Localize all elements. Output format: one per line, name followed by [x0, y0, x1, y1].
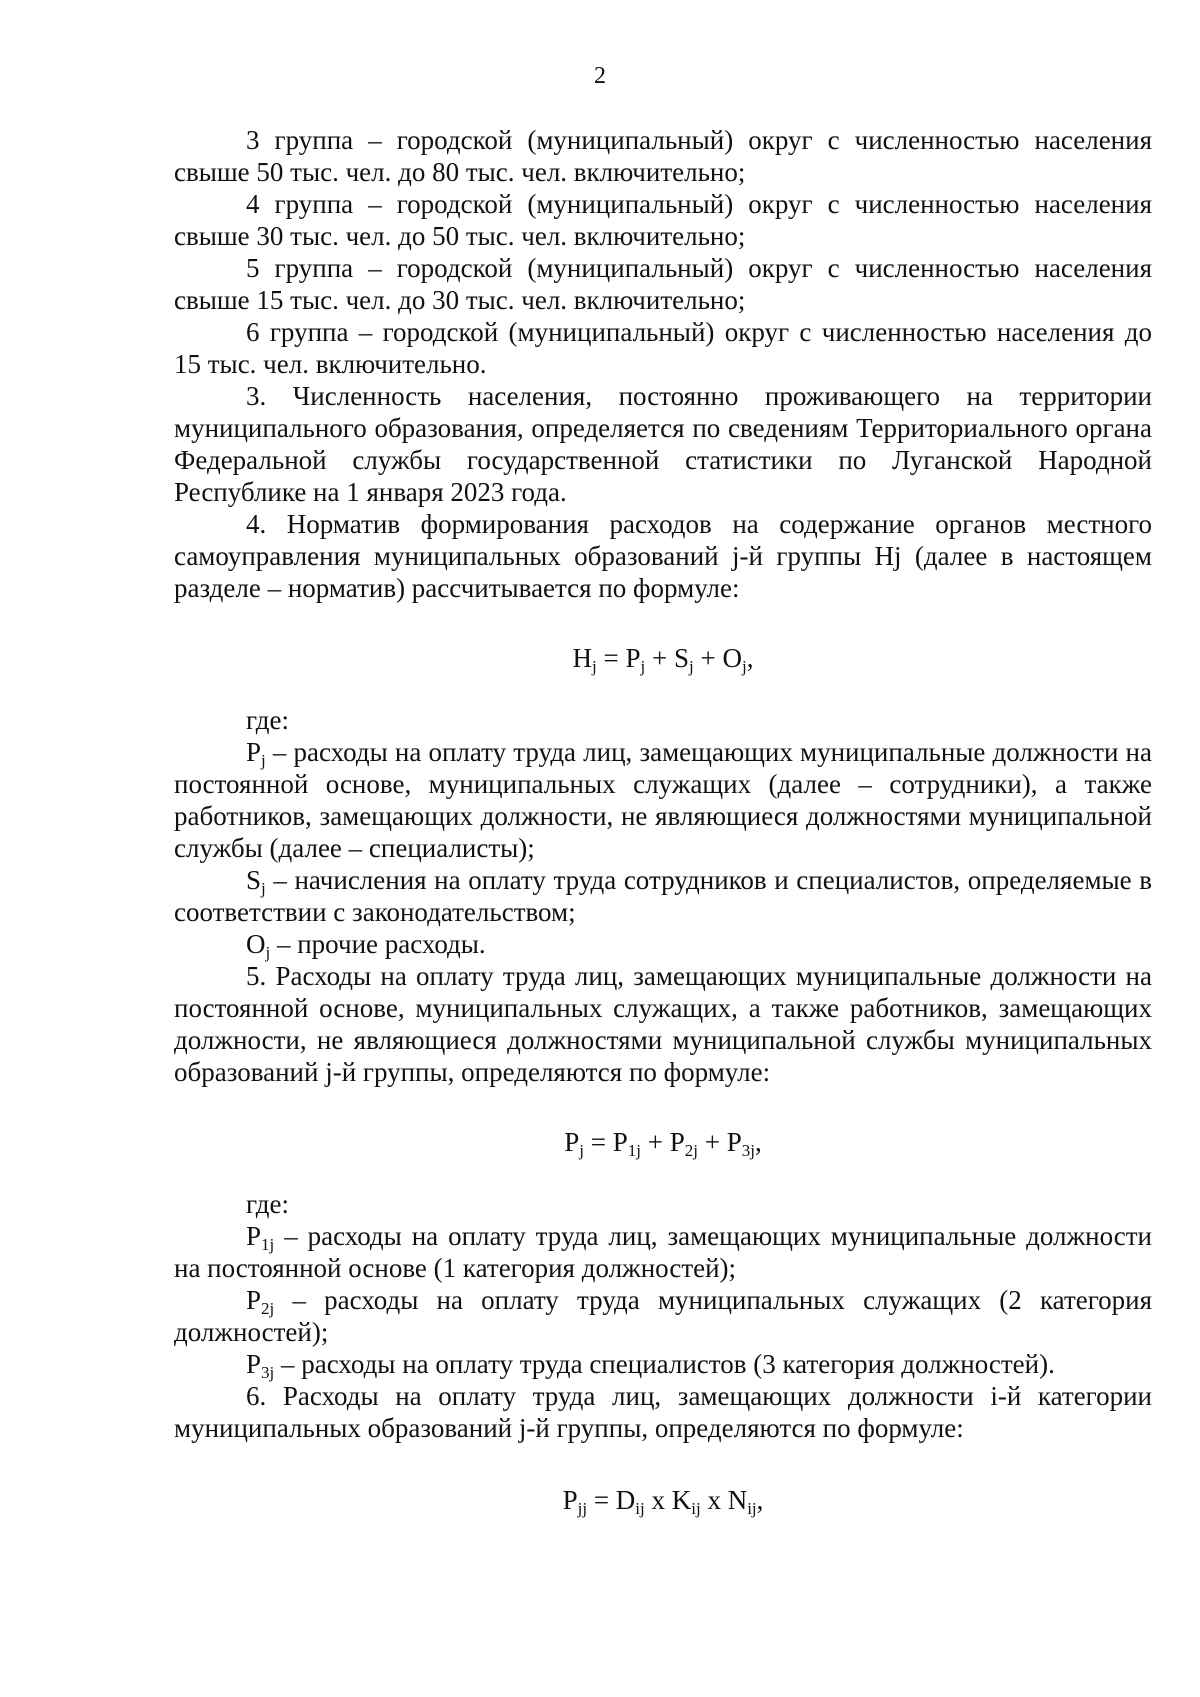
formula-payroll: $P_j = P_{1j} + P_{2j} + P_{3j}$,: [564, 1127, 762, 1160]
document-body: [174, 124, 1152, 1544]
page-number: 2: [594, 63, 606, 89]
formula-norm: $H_j = P_j + S_j + O_j$,: [572, 643, 754, 676]
definition-pj: $P_j$ – расходы на оплату труда лиц, замещающих муниципальные должности на постоянной основе, муниципальных служащих (далее – сотрудники), а также работников, замещающих должности, не являющиеся должностями муниципальной службы (далее – специалисты);: [174, 737, 1152, 863]
definition-p2j: $P_{2j}$ – расходы на оплату труда муниципальных служащих (2 категория должностей);: [174, 1285, 1152, 1347]
group-5-paragraph: 5 группа – городской (муниципальный) округ с численностью населения свыше 15 тыс. чел. до 30 тыс. чел. включительно;: [174, 253, 1152, 315]
paragraph-4: 4. Норматив формирования расходов на содержание органов местного самоуправления муниципальных образований j-й группы Hj (далее в настоящем разделе – норматив) рассчитывается по формуле:: [174, 509, 1152, 603]
paragraph-6: 6. Расходы на оплату труда лиц, замещающих должности i-й категории муниципальных образований j-й группы, определяются по формуле:: [174, 1381, 1152, 1443]
paragraph-3: 3. Численность населения, постоянно проживающего на территории муниципального образования, определяется по сведениям Территориального органа Федеральной службы государственной статистики по Луганской Народной Республике на 1 января 2023 года.: [174, 381, 1152, 507]
group-4-paragraph: 4 группа – городской (муниципальный) округ с численностью населения свыше 30 тыс. чел. до 50 тыс. чел. включительно;: [174, 189, 1152, 251]
definition-sj: $S_j$ – начисления на оплату труда сотрудников и специалистов, определяемые в соответствии с законодательством;: [174, 865, 1152, 927]
definition-p1j: $P_{1j}$ – расходы на оплату труда лиц, замещающих муниципальные должности на постоянной основе (1 категория должностей);: [174, 1221, 1152, 1283]
group-3-paragraph: 3 группа – городской (муниципальный) округ с численностью населения свыше 50 тыс. чел. до 80 тыс. чел. включительно;: [174, 125, 1152, 187]
definition-p3j: $P_{3j}$ – расходы на оплату труда специалистов (3 категория должностей).: [246, 1349, 1055, 1382]
group-6-paragraph: 6 группа – городской (муниципальный) округ с численностью населения до 15 тыс. чел. включительно.: [174, 317, 1152, 379]
where-label-2: где:: [246, 1189, 289, 1219]
formula-category: $P_{jj} = D_{ij}$ x $K_{ij}$ x $N_{ij}$,: [562, 1485, 764, 1518]
paragraph-5: 5. Расходы на оплату труда лиц, замещающих муниципальные должности на постоянной основе, муниципальных служащих, а также работников, замещающих должности, не являющиеся должностями муниципальной службы муниципальных образований j-й группы, определяются по формуле:: [174, 961, 1152, 1087]
where-label-1: где:: [246, 705, 289, 735]
definition-oj: $O_j$ – прочие расходы.: [246, 929, 486, 962]
